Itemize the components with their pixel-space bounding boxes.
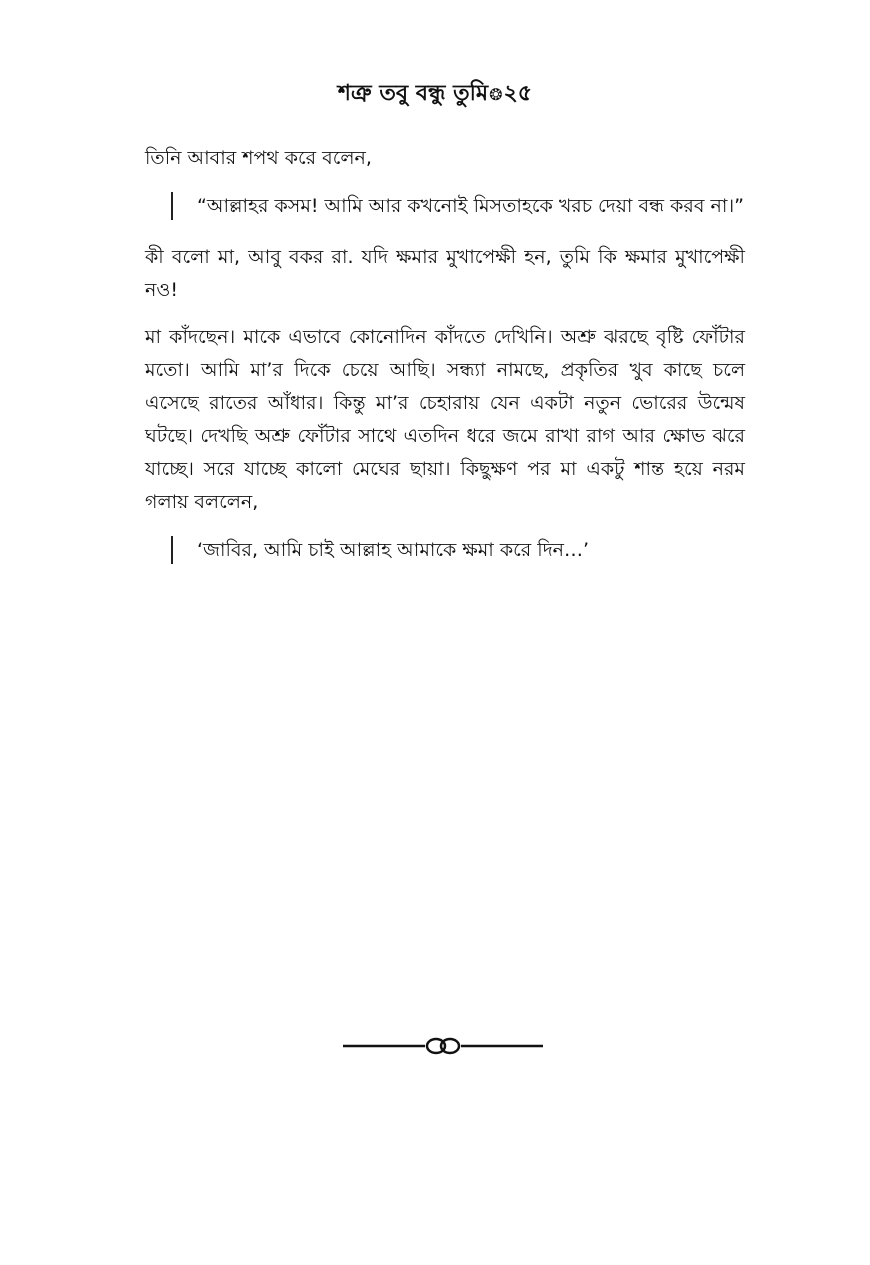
double-ring-divider-icon: [343, 1033, 543, 1059]
book-title: শত্রু তবু বন্ধু তুমি: [337, 81, 489, 106]
paragraph-mother-crying: মা কাঁদছেন। মাকে এভাবে কোনোদিন কাঁদতে দেখিনি। অশ্রু ঝরছে বৃষ্টি ফোঁটার মতো। আমি মা’র দিকে চেয়ে আছি। সন্ধ্যা নামছে, প্রকৃতির খুব কাছে চলে এসেছে রাতের আঁধার। কিন্তু মা’র চেহারায় যেন একটা নতুন ভোরের উন্মেষ ঘটছে। দেখছি অশ্রু ফোঁটার সাথে এতদিন ধরে জমে রাখা রাগ আর ক্ষোভ ঝরে যাচ্ছে। সরে যাচ্ছে কালো মেঘের ছায়া। কিছুক্ষণ পর মা একটু শান্ত হয়ে নরম গলায় বললেন,: [145, 326, 745, 513]
running-header: [0, 78, 870, 111]
paragraph-oath-intro: তিনি আবার শপথ করে বলেন,: [145, 147, 372, 169]
quote-bar: [171, 192, 173, 220]
paragraph-question: কী বলো মা, আবু বকর রা. যদি ক্ষমার মুখাপেক্ষী হন, তুমি কি ক্ষমার মুখাপেক্ষী নও!: [145, 246, 745, 301]
quote-bar: [171, 536, 173, 564]
quote-text: “আল্লাহর কসম! আমি আর কখনোই মিসতাহকে খরচ দেয়া বন্ধ করব না।”: [197, 195, 744, 217]
block-quote-mother: [171, 533, 745, 567]
page-body: [145, 142, 745, 585]
header-separator-icon: ❂: [489, 85, 503, 104]
page-number: ২৫: [503, 81, 533, 106]
block-quote-oath: [171, 189, 745, 223]
quote-text: ‘জাবির, আমি চাই আল্লাহ আমাকে ক্ষমা করে দিন…’: [197, 539, 590, 561]
